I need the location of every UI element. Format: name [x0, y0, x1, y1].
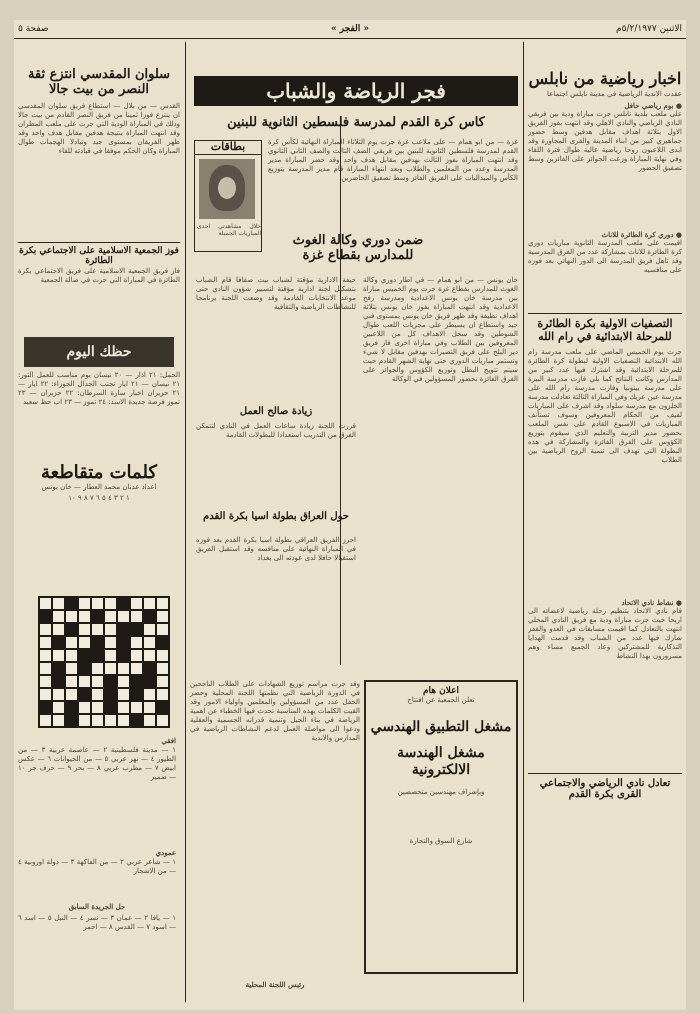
right-column	[528, 44, 682, 1004]
right-body-2: اقيمت على ملعب المدرسة الثانوية مباريات دوري كرة الطائرة للاناث بمشاركة عدد من الفرق المدرسية وقد تاهل فريق المدرسة الى الدور النهائي بعد فوزه على منافسيه	[528, 239, 682, 275]
photo-caption: خلال مشاهدتي احدى المباريات الجميلة	[197, 223, 261, 237]
center-body-1: غزة — من ابو همام — على ملاعب غزة جرت يوم الثلاثاء المباراة النهائية لكأس كرة القدم لمدرسة فلسطين الثانوية للبنين بين فريقي الصف الثالث والصف الثاني الثانوي وقد انتهت المباراة بفوز الثالث بهدفين مقابل هدف واحد وقد حضر المباراة مدير المدرسة وعدد من المعلمين والطلاب وبعد انتهاء المباراة قام مدير المدرسة بتوزيع الكأس والميداليات على الفريق الفائز وسط تصفيق الحاضرين	[268, 138, 518, 182]
sports-section-banner: فجر الرياضة والشباب	[194, 76, 518, 106]
crossword-numbers: ١ ٢ ٣ ٤ ٥ ٦ ٧ ٨ ٩ ١٠	[68, 494, 130, 503]
left-headline: سلوان المقدسي انتزع ثقة النصر من بيت جالا	[27, 67, 171, 97]
ad-top: اعلان هام	[422, 686, 460, 696]
center-body-2: خان يونس — من ابو همام — في اطار دوري وكالة الغوث للمدارس بقطاع غزة جرت يوم الخميس مباراة بين مدرسة خان يونس الاعدادية ومدرسة رفح الاعدادية وقد انتهت المباراة بفوز خان يونس بثلاثة اهداف نظيفة وقد ظهر فريق خان يونس بمستوى فني جيد واستطاع ان يسيطر على مجريات اللعب طوال الشوطين وقد سجل الاهداف كل من اللاعبين المعروفين بين الطلاب وفي مباراة اخرى فاز فريق دير البلح على فريق النصيرات بهدفين مقابل لا شيء وتستمر مباريات الدوري حتى نهاية الشهر القادم حيث سيتم تتويج البطل وتوزيع الكؤوس والجوائز على الفرق الفائزة بحضور المسؤولين في الوكالة	[363, 276, 518, 383]
down-label: عمودي	[155, 848, 176, 857]
right-mid-headline: التصفيات الاولية بكرة الطائرة للمرحلة الابتدائية في رام الله	[528, 313, 682, 343]
ad-footer: شارع السوق والتجارة	[409, 836, 473, 845]
column-rule	[523, 42, 524, 1002]
ad-title-1: مشغل التطبيق الهندسي	[370, 719, 512, 736]
center-body-3: حيفة الادارية مؤقتة لشباب بيت صفافا قام الشباب بتشكيل لجنة ادارية مؤقتة لتسيير شؤون النادي حتى موعد الانتخابات القادمة وقد وضعت اللجنة برنامجا للنشاطات الرياضية والثقافية	[196, 276, 356, 311]
prev-solution-body: ١ — يافا ٢ — عمان ٣ — نسر ٤ — النيل ٥ — اسد ٦ — اسود ٧ — القدس ٨ — احمر	[18, 914, 176, 931]
center-lower-body: وقد جرت مراسم توزيع الشهادات على الطلاب الناجحين في الدورة الرياضية التي نظمتها اللجنة المحلية وحضر الحفل عدد من المسؤولين والمعلمين واولياء الامور وقد القيت الكلمات بهذه المناسبة تحدث فيها الخطباء عن اهمية الرياضة في بناء الجيل وتنمية قدراته الجسمية والعقلية ودعوا الى مواصلة العمل لدعم النشاطات الرياضية في المدارس والاندية	[190, 680, 360, 742]
right-headline: اخبار رياضية من نابلس	[528, 69, 682, 88]
signoff: رئيس اللجنة المحلية	[245, 980, 305, 989]
center-body-5: احرز الفريق العراقي بطولة اسيا بكرة القدم بعد فوزه في المباراة النهائية على منافسه وقد استقبل الفريق استقبالا حافلا لدى عودته الى بغداد	[196, 536, 356, 562]
center-headline-2: ضمن دوري وكالة الغوث للمدارس بقطاع غزة	[292, 233, 424, 263]
crossword-grid[interactable]	[38, 596, 170, 728]
issue-date: الاثنين ٥/٢/١٩٧٧م	[616, 24, 682, 34]
right-sub-3: ● نشاط نادي الاتحاد	[621, 597, 682, 607]
newspaper-name: « الفجر »	[330, 24, 370, 34]
right-sub-1: ● بوم رياضي حافل	[624, 101, 682, 111]
horoscope-body: الحمل: ٢١ اذار — ٢٠ نيسان يوم مناسب للعمل الثور: ٢١ نيسان — ٢١ ايار تجنب الجدال الجوزاء: ٢٢ ايار — ٢١ حزيران اخبار سارة السرطان: ٢٢ حزيران — ٢٣ تموز فرصة جديدة الاسد: ٢٤ تموز — ٢٣ اب حظ سعيد	[18, 370, 180, 406]
left-body-2: فاز فريق الجمعية الاسلامية على فريق الاجتماعي بكرة الطائرة في المباراة التي جرت في صالة الجمعية	[18, 266, 180, 284]
crossword-credit: اعداد عدنان محمد العطار — خان يونس	[41, 483, 157, 492]
right-body-1: على ملعب بلدية نابلس جرت مباراة ودية بين فريقي النادي الرياضي والنادي الاهلي وقد انتهت بفوز الفريق الاول بثلاثة اهداف مقابل هدفين وسط حضور جماهيري كبير من ابناء المدينة والقرى المجاورة وقد ابدى اللاعبون روحا رياضية عالية طوال فترة اللقاء وفي نهاية المباراة وزعت الجوائز على الفائزين وسط تصفيق الحضور	[528, 110, 682, 173]
across-label: افقي	[161, 736, 176, 745]
across-clues: ١ — مدينة فلسطينية ٢ — عاصمة عربية ٣ — من الطيور ٤ — نهر عربي ٥ — من الحيوانات ٦ — عكس ابيض ٧ — مطرب عربي ٨ — بحر ٩ — حرف جر ١٠ — ضمير	[18, 746, 177, 781]
right-sub-2: ● دوري كرة الطائرة للاناث	[601, 230, 682, 240]
center-body-4: قررت اللجنة زيادة ساعات العمل في النادي لتتمكن الفرق من التدريب استعدادا للبطولات القادمة	[196, 422, 356, 439]
left-body-1: القدس — من بلال — استطاع فريق سلوان المقدسي ان ينتزع فوزا ثمينا من فريق النصر القادم من بيت جالا وذلك في المباراة الودية التي جرت على ملعب المطران وقد انتهت المباراة بنتيجة هدفين مقابل هدف واحد وقد ظهر الفريقان بمستوى جيد وتبادلا الهجمات طوال المباراة وكان الحكم موفقا في قيادته للقاء	[18, 101, 180, 155]
advertisement-box	[364, 680, 518, 974]
page-number: صفحة ٥	[18, 24, 49, 34]
player-photo	[199, 159, 255, 219]
masthead-strip	[14, 20, 686, 39]
right-subtitle: عقدت الاندية الرياضية في مدينة نابلس اجتماعا	[547, 90, 682, 99]
right-body-4: قام نادي الاتحاد بتنظيم رحلة رياضية لاعضائه الى اريحا حيث جرت مباراة ودية مع فريق النادي المحلي انتهت بالتعادل كما اقيمت مسابقات في العدو والقفز شارك فيها عدد من الشباب وقد قدمت الهدايا التذكارية للمشتركين وعاد الجميع مساء وهم مسرورون بهذا النشاط	[528, 606, 682, 660]
center-column	[194, 116, 518, 676]
ad-title-2: مشغل الهندسة الالكترونية	[397, 745, 485, 778]
horoscope-banner: حظك اليوم	[24, 337, 174, 367]
prev-solution-label: حل الجريدة السابق	[68, 902, 126, 911]
left-sub: فوز الجمعية الاسلامية على الاجتماعي بكرة الطائرة	[18, 242, 180, 267]
cards-box	[194, 140, 262, 252]
newspaper-page	[14, 20, 686, 1010]
right-body-3: جرت يوم الخميس الماضي على ملعب مدرسة رام الله الابتدائية التصفيات الاولية لبطولة كرة الطائرة للمرحلة الابتدائية وقد اشترك فيها عدد كبير من المدارس وكانت النتائج كما يلي فازت مدرسة البيرة على مدرسة بيتونيا وفازت مدرسة رام الله على مدرسة عين عريك وفي المباراة الثالثة تعادلت مدرسة الجلزون مع مدرسة سلواد وقد اشرف على المباريات لفيف من الحكام المعروفين وسوف تستأنف المباريات في الاسبوع القادم على نفس الملعب بحضور مدير التربية والتعليم الذي سيقوم بتوزيع الكؤوس على الفرق الفائزة والمشاركة في هذه البطولة التي تهدف الى تنمية الروح الرياضية بين الطلاب	[528, 347, 682, 464]
center-headline-3: زيادة صالح العمل	[239, 406, 313, 417]
down-clues: ١ — شاعر عربي ٢ — من الفاكهة ٣ — دولة اوروبية ٤ — من الاشجار	[18, 858, 177, 875]
crossword-title: كلمات متقاطعة	[41, 461, 157, 483]
center-headline: كأس كرة القدم لمدرسة فلسطين الثانوية للبنين	[227, 116, 485, 130]
ad-contact: وبإشراف مهندسين متخصصين	[397, 787, 485, 796]
cards-label: بطاقات	[195, 141, 261, 155]
right-bottom-headline: تعادل نادي الرياضي والاجتماعي القرى بكرة القدم	[528, 773, 682, 801]
ad-intro: تعلن الجمعية عن افتتاح	[407, 696, 475, 705]
column-rule	[185, 42, 186, 1002]
center-headline-4: حول العراق بطولة اسيا بكرة القدم	[203, 511, 349, 522]
